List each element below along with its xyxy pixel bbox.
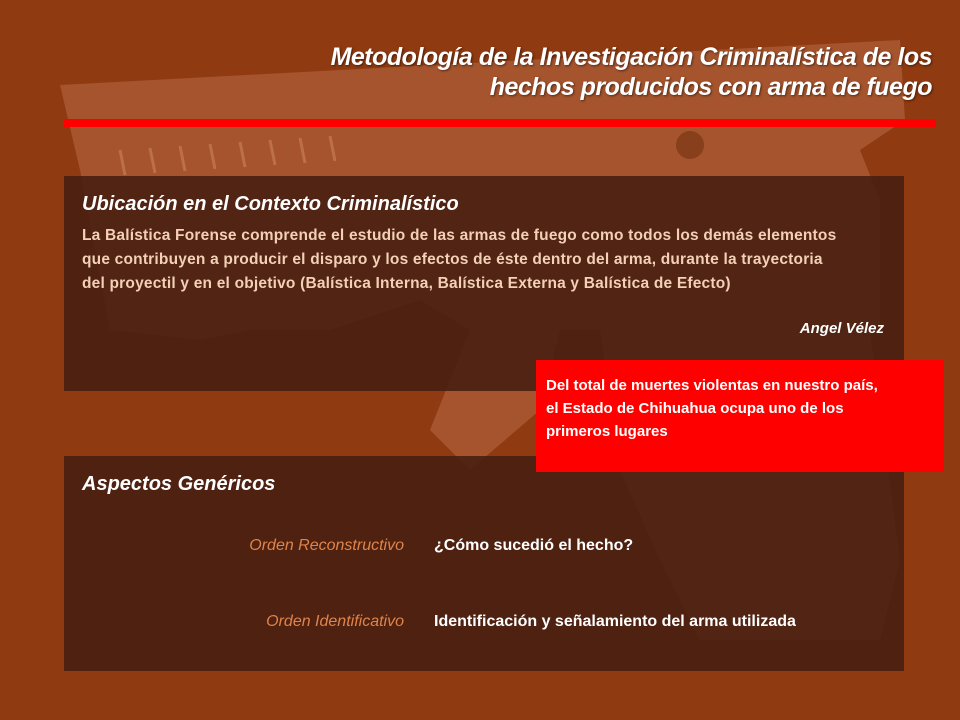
context-body xyxy=(82,224,912,296)
callout-line-1: Del total de muertes violentas en nuestro país, xyxy=(546,377,878,394)
slide-title xyxy=(232,42,932,102)
aspects-heading: Aspectos Genéricos xyxy=(82,473,276,495)
callout-line-2: el Estado de Chihuahua ocupa uno de los xyxy=(546,400,844,417)
aspects-panel xyxy=(64,456,904,671)
context-body-line-3: del proyectil y en el objetivo (Balística Interna, Balística Externa y Balística de Efecto) xyxy=(82,275,731,292)
context-panel xyxy=(64,176,904,391)
title-underline xyxy=(64,119,936,127)
row-value-identificative: Identificación y señalamiento del arma utilizada xyxy=(434,613,796,630)
slide-title-line-1: Metodología de la Investigación Criminalística de los xyxy=(330,43,932,71)
row-label-identificative: Orden Identificativo xyxy=(266,613,404,630)
row-label-reconstructive: Orden Reconstructivo xyxy=(249,537,404,554)
statistic-callout xyxy=(536,360,944,472)
context-heading: Ubicación en el Contexto Criminalístico xyxy=(82,193,459,215)
context-body-line-1: La Balística Forense comprende el estudio de las armas de fuego como todos los demás elementos xyxy=(82,227,837,244)
slide-title-line-2: hechos producidos con arma de fuego xyxy=(489,73,932,101)
quote-author: Angel Vélez xyxy=(799,320,884,337)
context-body-line-2: que contribuyen a producir el disparo y los efectos de éste dentro del arma, durante la trayectoria xyxy=(82,251,823,268)
callout-line-3: primeros lugares xyxy=(546,423,668,440)
row-value-reconstructive: ¿Cómo sucedió el hecho? xyxy=(434,537,634,554)
